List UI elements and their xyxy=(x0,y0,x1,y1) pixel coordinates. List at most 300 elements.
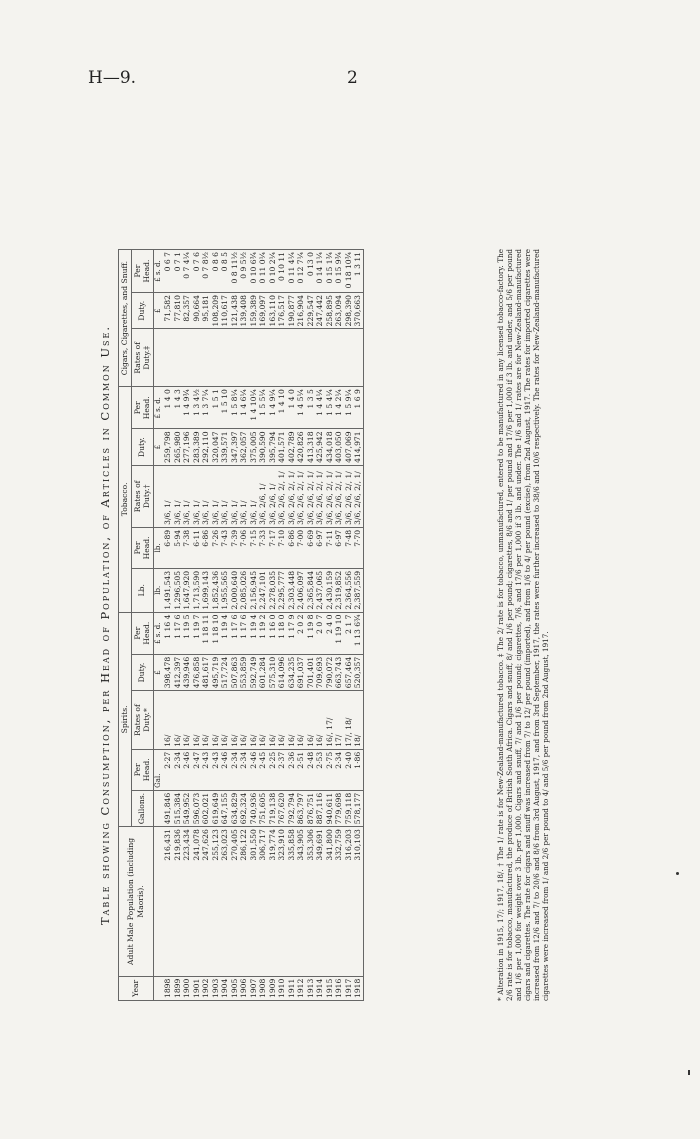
table-cell: 2,247,101 xyxy=(258,568,268,612)
table-cell: 7·11 xyxy=(325,527,335,568)
table-cell: 2·51 xyxy=(296,749,306,790)
table-cell: 0 7 1 xyxy=(173,250,183,293)
table-cell: 1905 xyxy=(230,976,240,1000)
table-cell: 241,078 xyxy=(192,827,202,976)
table-cell: 370,663 xyxy=(353,293,363,329)
table-cell: 619,649 xyxy=(211,790,221,826)
table-cell: 6·97 xyxy=(334,527,344,568)
table-cell: 401,571 xyxy=(277,429,287,465)
table-cell: 270,405 xyxy=(230,827,240,976)
table-cell: 1 17 6 xyxy=(239,612,249,654)
table-cell: 1908 xyxy=(258,976,268,1000)
table-cell: 592,749 xyxy=(249,654,259,690)
table-cell: 16/ xyxy=(268,691,278,750)
table-cell: 121,438 xyxy=(230,293,240,329)
col-cigars-rates: Rates of Duty.‡ xyxy=(131,329,153,387)
table-cell: 413,318 xyxy=(306,429,316,465)
table-cell: 0 14 1¼ xyxy=(315,250,325,293)
table-cell: 298,390 xyxy=(344,293,354,329)
table-cell: 258,895 xyxy=(325,293,335,329)
table-cell: 491,846 xyxy=(163,790,173,826)
group-spirits: Spirits. xyxy=(119,612,132,827)
table-cell: 2·34 xyxy=(173,749,183,790)
table-cell: 2·43 xyxy=(201,749,211,790)
table-cell: 1914 xyxy=(315,976,325,1000)
table-cell: 0 8 5 xyxy=(220,250,230,293)
table-row xyxy=(249,250,259,1001)
table-cell: 596,073 xyxy=(192,790,202,826)
table-cell: 3/6, 1/ xyxy=(230,465,240,527)
table-cell: 520,357 xyxy=(353,654,363,690)
table-cell: 1899 xyxy=(173,976,183,1000)
unit-lb: lb. xyxy=(153,568,163,612)
table-cell: 751,605 xyxy=(258,790,268,826)
table-cell: 16/ xyxy=(163,691,173,750)
table-cell: 5·94 xyxy=(173,527,183,568)
table-cell: 306,717 xyxy=(258,827,268,976)
table-cell: 1 4 6¼ xyxy=(239,387,249,429)
table-cell: 1,647,920 xyxy=(182,568,192,612)
page-number: 2 xyxy=(347,68,358,88)
table-cell: 2·75 xyxy=(325,749,335,790)
table-cell: 3/6, 2/6, 2/, 1/ xyxy=(306,465,316,527)
table-cell: 1 5 1 xyxy=(211,387,221,429)
table-cell: 578,177 xyxy=(353,790,363,826)
stray-mark xyxy=(676,872,679,875)
table-cell: 3/6, 1/ xyxy=(192,465,202,527)
table-cell: 515,384 xyxy=(173,790,183,826)
table-cell: 292,110 xyxy=(201,429,211,465)
table-cell: 390,590 xyxy=(258,429,268,465)
table-cell: 16/ xyxy=(277,691,287,750)
table-cell: 255,123 xyxy=(211,827,221,976)
table-cell: 1 4 10¼ xyxy=(249,387,259,429)
table-cell xyxy=(315,329,325,387)
table-cell: 1 19 4 xyxy=(249,612,259,654)
table-cell: 1918 xyxy=(353,976,363,1000)
table-cell: 6·69 xyxy=(306,527,316,568)
col-tobacco-rates: Rates of Duty.† xyxy=(131,465,153,527)
table-cell: 1 16 0 xyxy=(268,612,278,654)
table-cell: 2,364,556 xyxy=(344,568,354,612)
table-cell: 740,936 xyxy=(249,790,259,826)
table-cell: 1 4 9¼ xyxy=(268,387,278,429)
table-cell: 1 5 8¼ xyxy=(230,387,240,429)
table-cell: 1 4 10 xyxy=(277,387,287,429)
table-row xyxy=(211,250,221,1001)
table-cell: 1906 xyxy=(239,976,249,1000)
table-cell: 0 6 7 xyxy=(163,250,173,293)
table-cell: 163,110 xyxy=(268,293,278,329)
table-cell: 407,069 xyxy=(344,429,354,465)
table-cell: 692,324 xyxy=(239,790,249,826)
table-cell: 1903 xyxy=(211,976,221,1000)
table-cell: 2,387,559 xyxy=(353,568,363,612)
table-cell: 3/6, 2/6, 2/, 1/ xyxy=(287,465,297,527)
table-cell: 339,571 xyxy=(220,429,230,465)
table-cell: 759,118 xyxy=(344,790,354,826)
table-cell: 1 13 6¾ xyxy=(353,612,363,654)
table-cell: 0 10 11 xyxy=(277,250,287,293)
table-cell: 7·06 xyxy=(239,527,249,568)
table-cell: 1 4 9¾ xyxy=(182,387,192,429)
table-cell: 2 0 7 xyxy=(315,612,325,654)
table-cell: 634,235 xyxy=(287,654,297,690)
table-cell: 2,303,448 xyxy=(287,568,297,612)
table-cell: 1 3 7¼ xyxy=(201,387,211,429)
table-cell: 3/6, 2/6, 2/, 1/ xyxy=(325,465,335,527)
table-cell: 16/ xyxy=(173,691,183,750)
table-cell: 1 4 3 xyxy=(173,387,183,429)
table-cell: 1 4 0 xyxy=(287,387,297,429)
table-cell: 219,836 xyxy=(173,827,183,976)
table-cell: 1,491,543 xyxy=(163,568,173,612)
table-cell xyxy=(296,329,306,387)
table-cell: 614,096 xyxy=(277,654,287,690)
table-cell: 2·34 xyxy=(239,749,249,790)
table-cell: 310,103 xyxy=(353,827,363,976)
table-cell: 108,209 xyxy=(211,293,221,329)
table-cell: 375,005 xyxy=(249,429,259,465)
table-cell: 2·46 xyxy=(182,749,192,790)
table-cell: 1,852,436 xyxy=(211,568,221,612)
table-cell xyxy=(239,329,249,387)
table-cell: 2 1 7 xyxy=(344,612,354,654)
table-cell: 16/ xyxy=(249,691,259,750)
footnotes: * Alteration in 1915, 17/; 1917, 18/. † The 1/ rate is for New-Zealand-manufactured tobacco. ‡ The 2/ rate is for tobacco, unmanufactured, entered to be manufactured in any licensed tobacco-factory. The 2/6 rate is for tobacco, manufactured, the produce of British South Africa. Cigars and snuff, 8/ and 1/6 per pound; cigarettes, 8/6 and 1/ per pound and 17/6 per 1,000 if 3 lb. and under, and 5/6 per pound and 1/6 per 1,000 for weight over 3 lb. per 1,000. Cigars and snuff, 7/ and 1/6 per pound; cigarettes, 7/6, and 17/6 per 1,000 if 3 lb. and under. The 1/6 and 1/ rates are for New-Zealand-manufactured cigars and cigarettes. The rate for cigars and snuff was increased from 7/ to 12/ per pound (imported), and from 1/6 to 4/ per pound (excise), from 2nd August, 1917. The rates for imported cigarettes were increased from 12/6 and 7/ to 20/6 and 8/6 from 3rd August, 1917, and from 3rd September, 1917, the rates were further increased to 38/6 and 10/6 respectively. The rates for New-Zealand-manufactured cigarettes were increased from 1/ and 2/6 per pound to 4/ and 5/6 per pound from 2nd August, 1917. xyxy=(496,249,550,1001)
table-cell: 0 18 10¾ xyxy=(344,250,354,293)
table-cell: 1 4 0 xyxy=(163,387,173,429)
unit-lsd-tobacco: £ s. d. xyxy=(153,387,163,429)
table-cell: 412,397 xyxy=(173,654,183,690)
table-cell: 1 4 5¼ xyxy=(296,387,306,429)
table-cell: 3/6, 2/6, 2/, 1/ xyxy=(277,465,287,527)
table-row xyxy=(277,250,287,1001)
table-cell: 1 17 6 xyxy=(230,612,240,654)
table-cell: 0 8 6 xyxy=(211,250,221,293)
table-cell: 7·00 xyxy=(296,527,306,568)
table-cell: 1913 xyxy=(306,976,316,1000)
table-cell: 1 18 10 xyxy=(211,612,221,654)
unit-lsd-cigars: £ s. d. xyxy=(153,250,163,293)
table-cell: 335,858 xyxy=(287,827,297,976)
table-cell: 0 7 8½ xyxy=(201,250,211,293)
table-cell: 2,295,777 xyxy=(277,568,287,612)
table-cell: 229,547 xyxy=(306,293,316,329)
table-cell: 82,357 xyxy=(182,293,192,329)
table-cell: 1910 xyxy=(277,976,287,1000)
table-cell: 425,942 xyxy=(315,429,325,465)
table-cell: 7·38 xyxy=(182,527,192,568)
table-cell: 316,203 xyxy=(344,827,354,976)
table-cell: 2·46 xyxy=(220,749,230,790)
table-cell: 3/6, 2/6, 1/ xyxy=(258,465,268,527)
table-cell: 7·26 xyxy=(211,527,221,568)
table-cell: 1 18 11 xyxy=(201,612,211,654)
table-cell: 16/ xyxy=(287,691,297,750)
col-spirits-rates: Rates of Duty.* xyxy=(131,691,153,750)
table-cell: 575,310 xyxy=(268,654,278,690)
table-cell: 7·39 xyxy=(230,527,240,568)
table-cell: 16/ xyxy=(315,691,325,750)
table-cell: 77,810 xyxy=(173,293,183,329)
unit-lb-head: lb. xyxy=(153,527,163,568)
table-row xyxy=(258,250,268,1001)
table-cell xyxy=(353,329,363,387)
table-cell: 1 3 11 xyxy=(353,250,363,293)
table-cell: 2 0 2 xyxy=(296,612,306,654)
table-cell: 362,057 xyxy=(239,429,249,465)
table-cell: 3/6, 1/ xyxy=(220,465,230,527)
table-cell: 323,910 xyxy=(277,827,287,976)
table-cell: 1 19 10 xyxy=(334,612,344,654)
table-cell xyxy=(306,329,316,387)
table-cell: 0 7 4¼ xyxy=(182,250,192,293)
table-row xyxy=(344,250,354,1001)
table-cell: 1·86 xyxy=(353,749,363,790)
table-cell: 2·43 xyxy=(211,749,221,790)
table-cell xyxy=(334,329,344,387)
table-cell: 1 4 4¼ xyxy=(315,387,325,429)
table-cell: 263,023 xyxy=(220,827,230,976)
table-cell: 1898 xyxy=(163,976,173,1000)
table-cell: 0 10 2¼ xyxy=(268,250,278,293)
table-cell: 16/ xyxy=(201,691,211,750)
table-cell: 887,116 xyxy=(315,790,325,826)
table-row xyxy=(220,250,230,1001)
group-tobacco: Tobacco. xyxy=(119,387,132,612)
table-cell xyxy=(277,329,287,387)
table-cell: 263,094 xyxy=(334,293,344,329)
table-cell: 223,434 xyxy=(182,827,192,976)
table-cell: 434,018 xyxy=(325,429,335,465)
table-cell: 16/ xyxy=(192,691,202,750)
table-cell: 3/6, 2/6, 2/, 1/ xyxy=(344,465,354,527)
table-cell: 2,319,852 xyxy=(334,568,344,612)
table-cell: 216,904 xyxy=(296,293,306,329)
table-cell: 3/6, 1/ xyxy=(163,465,173,527)
table-cell: 439,946 xyxy=(182,654,192,690)
table-cell: 663,743 xyxy=(334,654,344,690)
table-cell: 792,794 xyxy=(287,790,297,826)
table-cell: 7·48 xyxy=(344,527,354,568)
table-row xyxy=(239,250,249,1001)
table-cell: 6·86 xyxy=(201,527,211,568)
table-cell: 2·27 xyxy=(163,749,173,790)
table-cell: 353,306 xyxy=(306,827,316,976)
table-cell: 16/ xyxy=(306,691,316,750)
table-cell: 0 11 4¼ xyxy=(287,250,297,293)
table-cell: 6·11 xyxy=(192,527,202,568)
table-cell: 1911 xyxy=(287,976,297,1000)
table-cell xyxy=(220,329,230,387)
table-cell: 7·10 xyxy=(277,527,287,568)
table-cell: 259,798 xyxy=(163,429,173,465)
table-cell: 1 19 4 xyxy=(220,612,230,654)
table-cell: 2·47 xyxy=(192,749,202,790)
table-cell: 301,550 xyxy=(249,827,259,976)
table-cell: 16/ xyxy=(182,691,192,750)
table-cell: 3/6, 1/ xyxy=(182,465,192,527)
table-cell: 3/6, 2/6, 2/, 1/ xyxy=(353,465,363,527)
table-row xyxy=(315,250,325,1001)
table-cell: 347,397 xyxy=(230,429,240,465)
table-cell xyxy=(287,329,297,387)
table-cell: 3/6, 2/6, 1/ xyxy=(268,465,278,527)
table-cell: 1 5 10 xyxy=(220,387,230,429)
table-cell: 16/ xyxy=(239,691,249,750)
col-gallons: Gallons. xyxy=(131,790,153,826)
table-cell: 1912 xyxy=(296,976,306,1000)
table-cell: 1 16 4 xyxy=(163,612,173,654)
table-cell: 481,617 xyxy=(201,654,211,690)
table-cell: 17/ xyxy=(334,691,344,750)
table-cell: 3/6, 1/ xyxy=(211,465,221,527)
table-cell: 277,196 xyxy=(182,429,192,465)
page-code: H—9. xyxy=(88,68,137,88)
table-cell: 0 13 0 xyxy=(306,250,316,293)
table-cell: 1 6 9 xyxy=(353,387,363,429)
table-cell: 0 11 0¼ xyxy=(258,250,268,293)
table-cell: 16/ xyxy=(230,691,240,750)
table-cell: 1 5 5¼ xyxy=(258,387,268,429)
table-cell: 2·40 xyxy=(344,749,354,790)
table-row xyxy=(334,250,344,1001)
table-cell: 16/ xyxy=(296,691,306,750)
table-cell: 247,626 xyxy=(201,827,211,976)
table-cell xyxy=(344,329,354,387)
table-cell: 1902 xyxy=(201,976,211,1000)
table-cell: 2,278,035 xyxy=(268,568,278,612)
table-cell: 0 7 6 xyxy=(192,250,202,293)
table-cell: 701,401 xyxy=(306,654,316,690)
table-cell xyxy=(268,329,278,387)
table-cell: 767,620 xyxy=(277,790,287,826)
table-cell: 0 10 6¾ xyxy=(249,250,259,293)
table-cell: 2·37 xyxy=(277,749,287,790)
table-cell: 1 3 4½ xyxy=(192,387,202,429)
col-spirits-duty: Duty. xyxy=(131,654,153,690)
table-cell: 2·53 xyxy=(315,749,325,790)
table-cell: 16/ xyxy=(258,691,268,750)
table-cell: 2·46 xyxy=(249,749,259,790)
table-row xyxy=(268,250,278,1001)
table-cell: 7·15 xyxy=(249,527,259,568)
table-title: Table showing Consumption, per Head of Population, of Articles in Common Use. xyxy=(98,324,112,926)
table-cell: 159,389 xyxy=(249,293,259,329)
table-cell xyxy=(249,329,259,387)
table-cell: 1 5 4¼ xyxy=(325,387,335,429)
table-cell: 16/ xyxy=(211,691,221,750)
table-cell xyxy=(182,329,192,387)
table-cell: 2,000,640 xyxy=(230,568,240,612)
table-cell: 940,611 xyxy=(325,790,335,826)
table-cell: 2,437,065 xyxy=(315,568,325,612)
table-cell: 395,794 xyxy=(268,429,278,465)
table-cell: 343,905 xyxy=(296,827,306,976)
table-cell: 402,789 xyxy=(287,429,297,465)
table-cell: 2 4 0 xyxy=(325,612,335,654)
group-cigars: Cigars, Cigarettes, and Snuff. xyxy=(119,250,132,387)
table-cell: 17/, 18/ xyxy=(344,691,354,750)
unit-pound-cigars: £ xyxy=(153,293,163,329)
table-cell: 341,800 xyxy=(325,827,335,976)
table-cell: 0 15 9¾ xyxy=(334,250,344,293)
table-cell xyxy=(325,329,335,387)
table-cell: 2,156,945 xyxy=(249,568,259,612)
table-cell: 553,859 xyxy=(239,654,249,690)
table-cell: 657,464 xyxy=(344,654,354,690)
table-cell: 283,389 xyxy=(192,429,202,465)
table-cell: 719,138 xyxy=(268,790,278,826)
table-cell: 403,050 xyxy=(334,429,344,465)
table-cell: 414,971 xyxy=(353,429,363,465)
col-tobacco-duty-per-head: Per Head. xyxy=(131,387,153,429)
table-cell: 319,774 xyxy=(268,827,278,976)
table-cell: 95,181 xyxy=(201,293,211,329)
table-cell: 2,085,026 xyxy=(239,568,249,612)
table-cell: 1 4 2¼ xyxy=(334,387,344,429)
table-cell xyxy=(258,329,268,387)
table-row xyxy=(192,250,202,1001)
table-cell xyxy=(230,329,240,387)
table-cell: 2,430,159 xyxy=(325,568,335,612)
table-cell: 495,719 xyxy=(211,654,221,690)
table-cell: 601,284 xyxy=(258,654,268,690)
table-cell: 320,047 xyxy=(211,429,221,465)
table-cell: 16/ xyxy=(220,691,230,750)
table-cell: 3/6, 1/ xyxy=(173,465,183,527)
table-cell: 2·34 xyxy=(230,749,240,790)
table-cell: 1916 xyxy=(334,976,344,1000)
table-body xyxy=(163,250,363,1001)
col-spirits-duty-per-head: Per Head. xyxy=(131,612,153,654)
table-cell: 1917 xyxy=(344,976,354,1000)
table-row xyxy=(182,250,192,1001)
table-cell: 779,698 xyxy=(334,790,344,826)
table-cell: 709,693 xyxy=(315,654,325,690)
table-cell: 6·97 xyxy=(315,527,325,568)
table-cell: 3/6, 1/ xyxy=(201,465,211,527)
table-cell: 1904 xyxy=(220,976,230,1000)
table-cell: 0 15 1¾ xyxy=(325,250,335,293)
table-cell: 790,072 xyxy=(325,654,335,690)
col-year: Year xyxy=(119,976,154,1000)
table-cell: 1 19 7 xyxy=(192,612,202,654)
unit-pound-tobacco: £ xyxy=(153,429,163,465)
table-cell: 517,724 xyxy=(220,654,230,690)
table-row xyxy=(296,250,306,1001)
table-cell: 1900 xyxy=(182,976,192,1000)
table-cell: 1907 xyxy=(249,976,259,1000)
table-cell: 1,296,505 xyxy=(173,568,183,612)
table-cell: 90,664 xyxy=(192,293,202,329)
table-cell xyxy=(201,329,211,387)
table-cell xyxy=(211,329,221,387)
table-cell: 602,021 xyxy=(201,790,211,826)
table-cell: 190,877 xyxy=(287,293,297,329)
table-cell xyxy=(163,329,173,387)
col-population: Adult Male Population (including Maoris). xyxy=(119,827,154,976)
table-row xyxy=(306,250,316,1001)
table-row xyxy=(353,250,363,1001)
table-cell: 647,155 xyxy=(220,790,230,826)
table-cell: 3/6, 2/6, 2/, 1/ xyxy=(296,465,306,527)
table-cell: 2·36 xyxy=(287,749,297,790)
table-cell: 1 19 2 xyxy=(258,612,268,654)
table-cell: 6·86 xyxy=(287,527,297,568)
table-cell: 476,858 xyxy=(192,654,202,690)
